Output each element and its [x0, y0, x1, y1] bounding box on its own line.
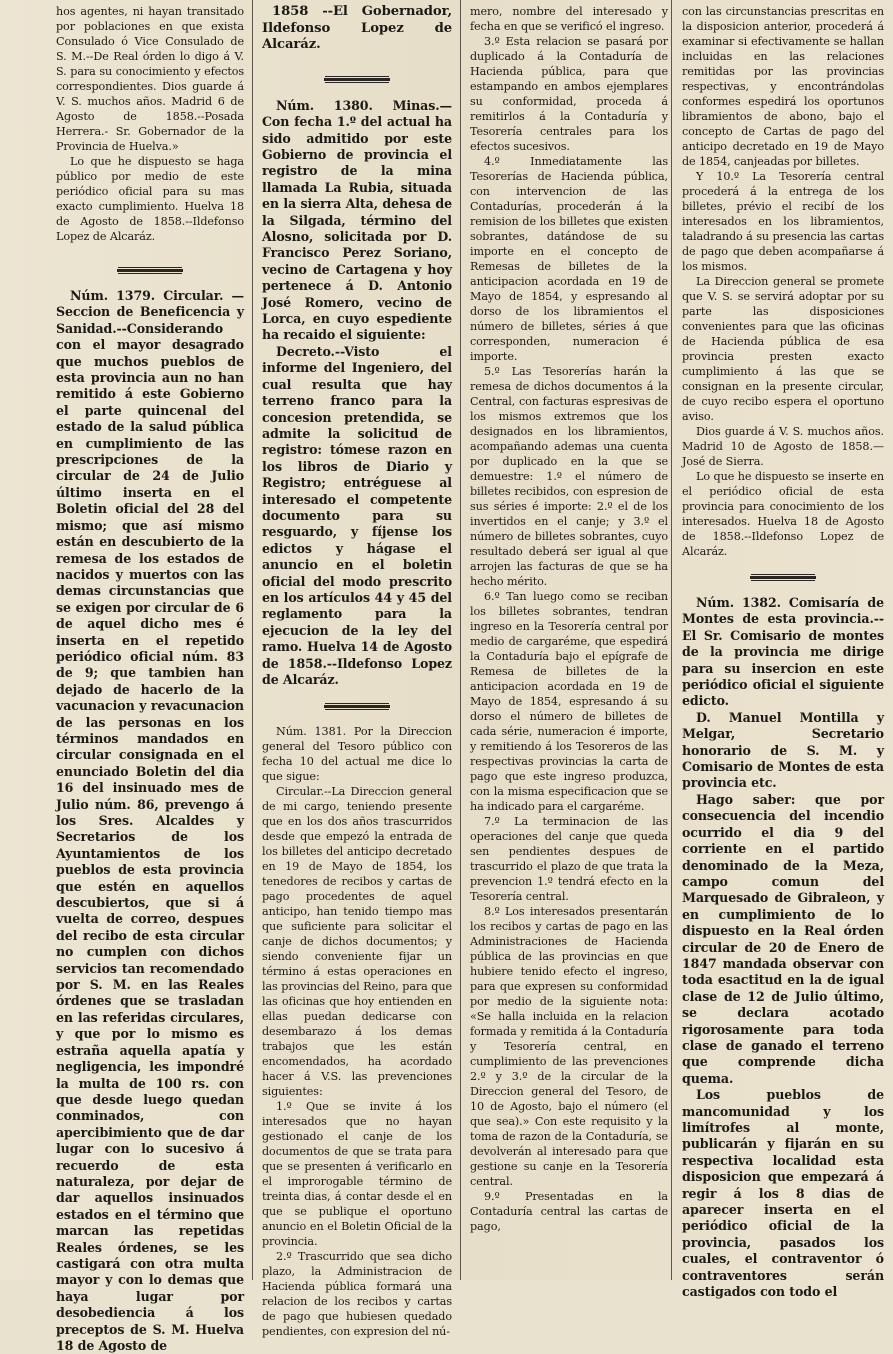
column-2 — [254, 0, 458, 1339]
item-2: 2.º Trascurrido que sea dicho plazo, la Administracion de Hacienda pública formará una relacion de los recibos y cartas de pago que hubiesen quedado pendientes, con expresion del nú- — [262, 1250, 452, 1339]
direccion-paragraph: La Direccion general se promete que V. S. se servirá adoptar por su parte las disposiciones convenientes para que las oficinas de Hacienda pública de esa provincia presten exacto cumplimiento á las que se consignan en la presente circular, de cuyo recibo espera el oportuno aviso. — [682, 275, 884, 423]
continued-paragraph: hos agentes, ni hayan transitado por poblaciones en que exista Consulado ó Vice Consulado de S. M.--De Real órden lo digo á V. S. para su conocimiento y efectos correspondientes. Dios guarde á V. S. muchos años. Madrid 6 de Agosto de 1858.--Posada Herrera.- Sr. Gobernador de la Provincia de Huelva.» — [56, 5, 244, 153]
item-1: 1.º Que se invite á los interesados que no hayan gestionado el canje de los documentos de que se trata para que se presenten á verificarlo en el improrogable término de treinta dias, á contar desde el en que se publique el oportuno anuncio en el Boletin Oficial de la provincia. — [262, 1100, 452, 1249]
item-4: 4.º Inmediatamente las Tesorerías de Hacienda pública, con intervencion de las Contadurías, procederán á la remision de los billetes que existen sobrantes, datándose de su importe en el concepto de Remesas de billetes de la anticipacion acordada en 19 de Mayo de 1854, y espresando al dorso de los libramientos el número de billetes, séries á que corresponden, numeracion é importe. — [470, 155, 668, 363]
item-3: 3.º Esta relacion se pasará por duplicado á la Contaduría de Hacienda pública, para que estampando en ambos ejemplares su conformidad, proceda á remitirlos á la Contaduría y Tesorería centrales para los efectos sucesivos. — [470, 35, 668, 153]
article-1381: Núm. 1381. Por la Direccion general del Tesoro público con fecha 10 del actual me dice lo que sigue: — [262, 725, 452, 784]
lo-que-paragraph: Lo que he dispuesto se inserte en el periódico oficial de esta provincia para conocimiento de los interesados. Huelva 18 de Agosto de 1858.--Ildefonso Lopez de Alcaráz. — [682, 470, 884, 558]
section-separator — [262, 698, 452, 714]
item-5: 5.º Las Tesorerías harán la remesa de dichos documentos á la Central, con facturas espresivas de los mismos extremos que los designados en los libramientos, acompañando ademas una cuenta por duplicado en la que se demuestre: 1.º el número de billetes recibidos, con espresion de sus séries é importe: 2.º el de los invertidos en el canje; y 3.º el número de billetes sobrantes, cuyo resultado deberá ser igual al que arrojen las facturas de que se ha hecho mérito. — [470, 365, 668, 588]
article-1382: Núm. 1382. Comisaría de Montes de esta provincia.--El Sr. Comisario de montes de la provincia me dirige para su insercion en este periódico oficial el siguiente edicto. — [682, 595, 884, 709]
pueblos-paragraph: Los pueblos de mancomunidad y los limítrofes al monte, publicarán y fijarán en su respectiva localidad esta disposicion que empezará á regir á los 8 dias de aparecer inserta en el periódico oficial de la provincia, pasados los cuales, el contraventor ó contraventores serán castigados con todo el — [682, 1087, 884, 1300]
article-1380: Núm. 1380. Minas.— Con fecha 1.º del actual ha sido admitido por este Gobierno de provincia el registro de la mina llamada La Rubia, situada en la sierra Alta, dehesa de la Silgada, término del Alosno, solicitada por D. Francisco Perez Soriano, vecino de Cartagena y hoy pertenece á D. Antonio José Romero, vecino de Lorca, en cuyo espediente ha recaido el siguiente: — [262, 97, 452, 343]
item-10: Y 10.º La Tesorería central procederá á la entrega de los billetes, prévio el recibí de los interesados en los libramientos, taladrando á su presencia las cartas de pago que deben acompañarse á los mismos. — [682, 170, 884, 273]
section-separator — [682, 569, 884, 585]
signature-continued: 1858 --El Gobernador, Ildefonso Lopez de Alcaráz. — [262, 4, 452, 53]
item-9: 9.º Presentadas en la Contaduría central las cartas de pago, — [470, 1190, 668, 1233]
note-paragraph: Lo que he dispuesto se haga público por medio de este periódico oficial para su mas exacto cumplimiento. Huelva 18 de Agosto de 1858.--Ildefonso Lopez de Alcaráz. — [56, 155, 244, 243]
section-separator — [262, 72, 452, 88]
item-6: 6.º Tan luego como se reciban los billetes sobrantes, tendran ingreso en la Tesorería central por medio de cargaréme, que espedirá la Contaduría bajo el epígrafe de Remesa de billetes de la anticipacion acordada en 19 de Mayo de 1854, espresando á su dorso el número de billetes de cada série, numeracion é importe, y remitiendo á los Tesoreros de las respectivas provincias la carta de pago que este ingreso produzca, con la misma especificacion que se ha indicado para el cargaréme. — [470, 590, 668, 813]
column-rule-1 — [252, 0, 253, 1280]
circular-paragraph: Circular.--La Direccion general de mi cargo, teniendo presente que en los dos años trascurridos desde que empezó la entrada de los billetes del anticipo decretado en 19 de Mayo de 1854, los tenedores de recibos y cartas de pago procedentes de aquel anticipo, han tenido tiempo mas que suficiente para solicitar el canje de dichos documentos; y siendo conveniente fijar un término á estas operaciones en las provincias del Reino, para que las oficinas que hoy entienden en ellas puedan dedicarse con desembarazo á los demas trabajos que les están encomendados, ha acordado hacer á V.S. las prevenciones siguientes: — [262, 785, 452, 1099]
hago-saber-paragraph: Hago saber: que por consecuencia del incendio ocurrido el dia 9 del corriente en el partido denominado de la Meza, campo comun del Marquesado de Gibraleon, y en cumplimiento de lo dispuesto en la Real órden circular de 20 de Enero de 1847 mandada observar con toda esactitud en la de igual clase de 12 de Julio último, se declara acotado rigorosamente para toda clase de ganado el terreno que comprende dicha quema. — [682, 791, 884, 1086]
decreto-paragraph: Decreto.--Visto el informe del Ingeniero, del cual resulta que hay terreno franco para la concesion pretendida, se admite la solicitud de registro: tómese razon en los libros de Diario y Registro; entréguese al interesado el competente documento para su resguardo, y fíjense los edictos y hágase el anuncio en el boletin oficial del modo prescrito en los artículos 44 y 45 del reglamento para la ejecucion de la ley del ramo. Huelva 14 de Agosto de 1858.--Ildefonso Lopez de Alcaráz. — [262, 343, 452, 687]
continued-paragraph: con las circunstancias prescritas en la disposicion anterior, procederá á examinar si efectivamente se hallan incluidas en las relaciones remitidas por las provincias respectivas, y encontrándolas conformes espedirá los oportunos libramientos de abono, bajo el concepto de Cartas de pago del anticipo decretado en 19 de Mayo de 1854, canjeadas por billetes. — [682, 5, 884, 168]
continued-paragraph: mero, nombre del interesado y fecha en que se verificó el ingreso. — [470, 5, 668, 33]
column-1 — [48, 0, 250, 1353]
column-4 — [674, 0, 890, 1300]
item-7: 7.º La terminacion de las operaciones del canje que queda sen pendientes despues de trascurrido el plazo de que trata la prevencion 1.º tendrá efecto en la Tesorería central. — [470, 815, 668, 903]
manuel-montilla-paragraph: D. Manuel Montilla y Melgar, Secretario honorario de S. M. y Comisario de Montes de esta provincia etc. — [682, 709, 884, 791]
column-3 — [462, 0, 674, 1280]
article-1379: Núm. 1379. Circular. —Seccion de Beneficencia y Sanidad.--Considerando con el mayor desagrado que muchos pueblos de esta provincia aun no han remitido á este Gobierno el parte quincenal del estado de la salud pública en cumplimiento de las prescripciones de la circular de 24 de Julio último inserta en el Boletin oficial del 28 del mismo; que así mismo están en descubierto de la remesa de los estados de nacidos y muertos con las demas circunstancias que se exigen por circular de 6 de aquel dicho mes é inserta en el repetido periódico oficial núm. 83 de 9; que tambien han dejado de hacerlo de la vacunacion y revacunacion de las personas en los términos mandados en circular consignada en el enunciado Boletin del dia 16 del insinuado mes de Julio núm. 86, prevengo á los Sres. Alcaldes y Secretarios de los Ayuntamientos de los pueblos de esta provincia que estén en aquellos descubiertos, que si á vuelta de correo, despues del recibo de esta circular no cumplen con dichos servicios tan recomendado por S. M. en las Reales órdenes que se trasladan en las referidas circulares, y que por lo mismo es estraña aquella apatía y negligencia, les impondré la multa de 100 rs. con que desde luego quedan conminados, con apercibimiento que de dar lugar con lo sucesivo á recuerdo de esta naturaleza, por dejar de dar aquellos insinuados estados en el término que marcan las repetidas Reales órdenes, se les castigará con otra multa mayor y con lo demas que haya lugar por desobediencia á los preceptos de S. M. Huelva 18 de Agosto de — [56, 288, 244, 1353]
dios-guarde-paragraph: Dios guarde á V. S. muchos años. Madrid 10 de Agosto de 1858.—José de Sierra. — [682, 425, 884, 468]
section-separator — [56, 262, 244, 278]
column-rule-2 — [460, 0, 461, 1280]
item-8: 8.º Los interesados presentarán los recibos y cartas de pago en las Administraciones de Hacienda pública de las provincias en que hubiere tenido efecto el ingreso, para que expresen su conformidad por medio de la siguiente nota: «Se halla incluida en la relacion formada y remitida á la Contaduría y Tesorería central, en cumplimiento de las prevenciones 2.º y 3.º de la circular de la Direccion general del Tesoro, de 10 de Agosto, bajo el número (el que sea).» Con este requisito y la toma de razon de la Contaduría, se devolverán al interesado para que gestione su canje en la Tesorería central. — [470, 905, 668, 1188]
